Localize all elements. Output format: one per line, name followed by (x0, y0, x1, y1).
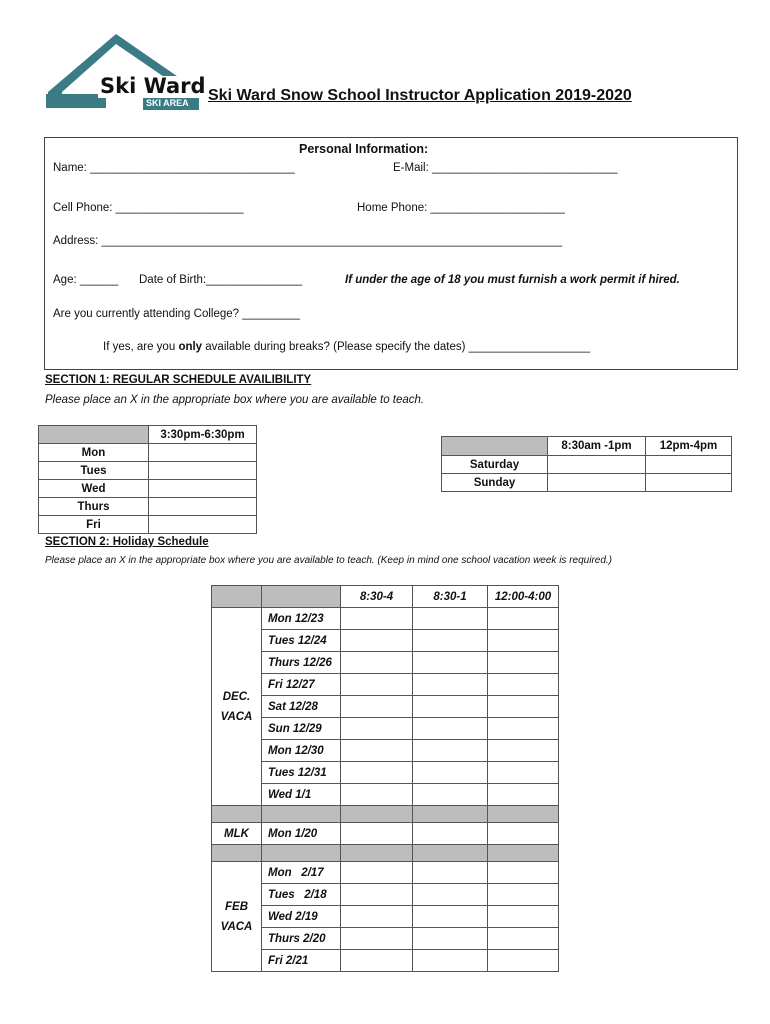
separator-cell (341, 845, 413, 862)
weekday-schedule-table (38, 425, 257, 534)
dob-field[interactable]: Date of Birth:_______________ (139, 274, 303, 286)
work-permit-notice: If under the age of 18 you must furnish a work permit if hired. (345, 274, 680, 286)
holiday-date: Tues 12/31 (262, 762, 341, 784)
holiday-cell[interactable] (488, 884, 559, 906)
holiday-cell[interactable] (413, 928, 488, 950)
dec-label-line: DEC. (222, 690, 251, 703)
holiday-cell[interactable] (488, 674, 559, 696)
holiday-cell[interactable] (488, 823, 559, 845)
personal-info-heading: Personal Information: (299, 142, 429, 156)
ski-ward-logo (46, 32, 206, 112)
holiday-cell[interactable] (413, 950, 488, 972)
holiday-cell[interactable] (488, 950, 559, 972)
holiday-cell[interactable] (413, 718, 488, 740)
weekday-cell[interactable] (149, 516, 257, 534)
holiday-cell[interactable] (341, 823, 413, 845)
section2-instruction: Please place an X in the appropriate box where you are available to teach. (Keep in mind one school vacation week is required.) (45, 555, 613, 566)
holiday-date: Mon 2/17 (262, 862, 341, 884)
holiday-cell[interactable] (488, 630, 559, 652)
holiday-cell[interactable] (488, 784, 559, 806)
holiday-date: Wed 2/19 (262, 906, 341, 928)
weekday-label: Thurs (39, 498, 149, 516)
page-title: Ski Ward Snow School Instructor Application 2019-2020 (208, 87, 632, 104)
holiday-date: Thurs 12/26 (262, 652, 341, 674)
holiday-cell[interactable] (341, 862, 413, 884)
holiday-cell[interactable] (413, 630, 488, 652)
holiday-cell[interactable] (488, 928, 559, 950)
weekday-label: Fri (39, 516, 149, 534)
weekend-cell[interactable] (548, 474, 646, 492)
separator-cell (413, 806, 488, 823)
holiday-date: Sun 12/29 (262, 718, 341, 740)
name-field[interactable]: Name: ________________________________ (53, 162, 295, 174)
holiday-date: Mon 1/20 (262, 823, 341, 845)
holiday-cell[interactable] (341, 608, 413, 630)
email-field[interactable]: E-Mail: _____________________________ (393, 162, 618, 174)
holiday-date: Tues 2/18 (262, 884, 341, 906)
holiday-cell[interactable] (341, 718, 413, 740)
holiday-cell[interactable] (341, 674, 413, 696)
separator-cell (262, 845, 341, 862)
holiday-date: Tues 12/24 (262, 630, 341, 652)
section2-title: SECTION 2: Holiday Schedule (45, 536, 209, 548)
weekend-label: Saturday (442, 456, 548, 474)
holiday-date: Mon 12/23 (262, 608, 341, 630)
separator-cell (413, 845, 488, 862)
weekday-header-blank (39, 426, 149, 444)
holiday-time-header: 8:30-4 (341, 586, 413, 608)
weekend-header-blank (442, 437, 548, 456)
breaks-text-bold: only (178, 341, 203, 353)
weekend-cell[interactable] (646, 474, 732, 492)
mlk-label: MLK (212, 823, 262, 845)
holiday-cell[interactable] (488, 762, 559, 784)
holiday-date: Mon 12/30 (262, 740, 341, 762)
separator-cell (341, 806, 413, 823)
dec-vaca-label (212, 608, 262, 806)
holiday-cell[interactable] (341, 884, 413, 906)
weekday-cell[interactable] (149, 444, 257, 462)
holiday-cell[interactable] (488, 608, 559, 630)
feb-label-line: VACA (220, 920, 253, 933)
separator-cell (262, 806, 341, 823)
separator-cell (212, 845, 262, 862)
holiday-cell[interactable] (413, 762, 488, 784)
logo-text: Ski Ward (100, 74, 206, 98)
holiday-date: Thurs 2/20 (262, 928, 341, 950)
holiday-cell[interactable] (413, 652, 488, 674)
holiday-cell[interactable] (413, 696, 488, 718)
holiday-cell[interactable] (341, 784, 413, 806)
holiday-cell[interactable] (341, 696, 413, 718)
weekend-cell[interactable] (548, 456, 646, 474)
holiday-date: Fri 12/27 (262, 674, 341, 696)
holiday-cell[interactable] (488, 718, 559, 740)
holiday-cell[interactable] (413, 906, 488, 928)
logo-subtext: SKI AREA (146, 98, 189, 108)
holiday-cell[interactable] (413, 740, 488, 762)
weekday-label: Tues (39, 462, 149, 480)
holiday-cell[interactable] (413, 784, 488, 806)
holiday-date: Fri 2/21 (262, 950, 341, 972)
weekday-time-header: 3:30pm-6:30pm (149, 426, 257, 444)
cell-phone-field[interactable]: Cell Phone: ____________________ (53, 202, 244, 214)
holiday-cell[interactable] (341, 928, 413, 950)
holiday-cell[interactable] (413, 823, 488, 845)
holiday-time-header: 12:00-4:00 (488, 586, 559, 608)
weekend-time-header: 12pm-4pm (646, 437, 732, 456)
address-field[interactable]: Address: ________________________________________________________________________ (53, 235, 563, 247)
weekday-cell[interactable] (149, 480, 257, 498)
holiday-time-header: 8:30-1 (413, 586, 488, 608)
weekend-label: Sunday (442, 474, 548, 492)
weekday-cell[interactable] (149, 498, 257, 516)
breaks-field[interactable] (103, 341, 590, 353)
holiday-cell[interactable] (488, 862, 559, 884)
weekend-schedule-table (441, 436, 732, 492)
holiday-cell[interactable] (341, 630, 413, 652)
holiday-cell[interactable] (413, 862, 488, 884)
holiday-header-blank (262, 586, 341, 608)
section1-instruction: Please place an X in the appropriate box where you are available to teach. (45, 394, 425, 406)
holiday-date: Wed 1/1 (262, 784, 341, 806)
holiday-cell[interactable] (488, 652, 559, 674)
weekday-label: Wed (39, 480, 149, 498)
feb-label-line: FEB (225, 900, 248, 913)
holiday-cell[interactable] (341, 652, 413, 674)
weekday-cell[interactable] (149, 462, 257, 480)
holiday-cell[interactable] (341, 762, 413, 784)
holiday-cell[interactable] (413, 674, 488, 696)
home-phone-field[interactable]: Home Phone: _____________________ (357, 202, 565, 214)
section1-title: SECTION 1: REGULAR SCHEDULE AVAILIBILITY (45, 374, 312, 386)
holiday-cell[interactable] (488, 906, 559, 928)
separator-cell (488, 845, 559, 862)
holiday-date: Sat 12/28 (262, 696, 341, 718)
holiday-cell[interactable] (341, 950, 413, 972)
holiday-schedule-table (211, 585, 559, 972)
weekend-cell[interactable] (646, 456, 732, 474)
holiday-cell[interactable] (488, 740, 559, 762)
holiday-header-blank (212, 586, 262, 608)
holiday-cell[interactable] (413, 884, 488, 906)
weekend-time-header: 8:30am -1pm (548, 437, 646, 456)
breaks-text-post: available during breaks? (Please specify the dates) ___________________ (202, 341, 591, 353)
feb-vaca-label (212, 862, 262, 972)
age-field[interactable]: Age: ______ (53, 274, 119, 286)
weekday-label: Mon (39, 444, 149, 462)
personal-info-box (44, 137, 738, 370)
breaks-text-pre: If yes, are you (103, 341, 179, 353)
holiday-cell[interactable] (413, 608, 488, 630)
separator-cell (488, 806, 559, 823)
holiday-cell[interactable] (341, 906, 413, 928)
separator-cell (212, 806, 262, 823)
holiday-cell[interactable] (488, 696, 559, 718)
dec-label-line: VACA (220, 710, 253, 723)
holiday-cell[interactable] (341, 740, 413, 762)
college-field[interactable]: Are you currently attending College? _________ (53, 308, 300, 320)
